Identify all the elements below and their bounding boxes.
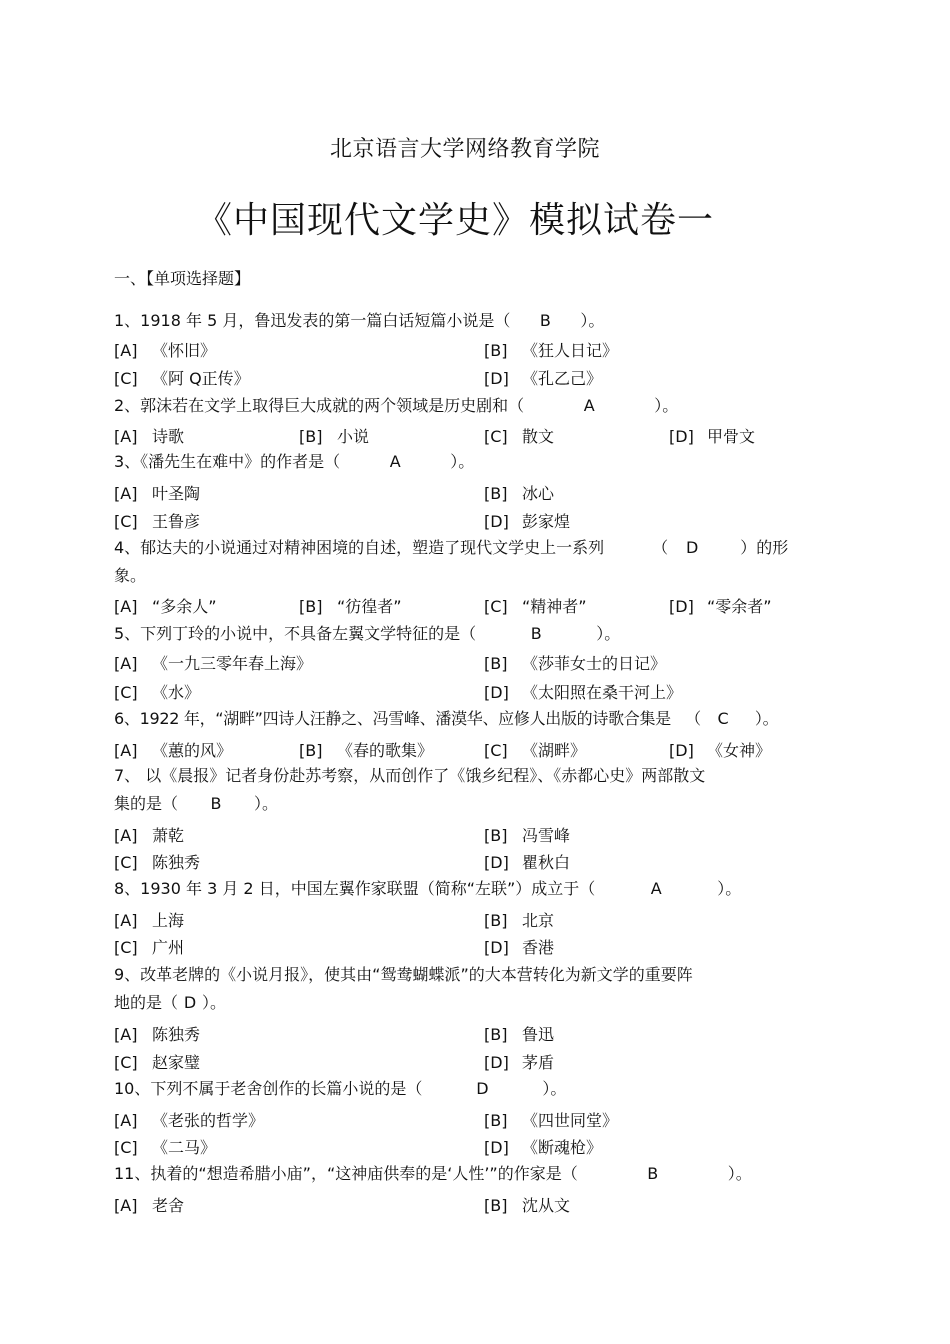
option-label: [B]	[484, 1025, 508, 1044]
option-b	[484, 340, 618, 362]
option-c	[484, 740, 586, 762]
answer: A	[650, 879, 662, 898]
question-2	[114, 392, 844, 420]
question-4: 4、郁达夫的小说通过对精神困境的自述，塑造了现代文学史上一系列 （ D ）的形	[114, 534, 844, 562]
option-label: [A]	[114, 741, 138, 760]
answer: D	[476, 1079, 489, 1098]
option-b	[484, 910, 554, 932]
option-text: 《莎菲女士的日记》	[522, 654, 667, 673]
question-7: 7、 以《晨报》记者身份赴苏考察，从而创作了《饿乡纪程》、《赤都心史》两部散文	[114, 766, 706, 785]
option-text: 《断魂枪》	[522, 1138, 603, 1157]
option-a	[114, 426, 184, 448]
option-b	[484, 1024, 554, 1046]
question-6: 6、1922 年，“湖畔”四诗人汪静之、冯雪峰、潘漠华、应修人出版的诗歌合集是 （ C ）。	[114, 705, 844, 733]
option-label: [B]	[484, 1196, 508, 1215]
option-a	[114, 596, 217, 618]
option-label: [D]	[669, 427, 694, 446]
option-c	[114, 1052, 200, 1074]
option-text: 赵家璧	[152, 1053, 201, 1072]
option-label: [C]	[114, 853, 138, 872]
option-label: [B]	[299, 597, 323, 616]
option-text: 鲁迅	[522, 1025, 555, 1044]
question-text-end: ）。	[542, 1079, 567, 1098]
option-label: [D]	[484, 1138, 509, 1157]
option-c	[114, 368, 250, 390]
question-text-end: ）。	[202, 993, 227, 1012]
option-text: 《湖畔》	[522, 741, 587, 760]
option-label: [B]	[484, 911, 508, 930]
option-b	[299, 426, 369, 448]
option-label: [C]	[114, 369, 138, 388]
option-label: [C]	[114, 938, 138, 957]
option-label: [B]	[484, 341, 508, 360]
question-text: 8、1930 年 3 月 2 日，中国左翼作家联盟（简称“左联”）成立于（	[114, 879, 596, 898]
option-c	[484, 596, 587, 618]
option-label: [C]	[484, 427, 508, 446]
option-b	[484, 825, 570, 847]
option-text: “多余人”	[152, 597, 217, 616]
option-label: [A]	[114, 341, 138, 360]
question-text-end: ）。	[450, 452, 475, 471]
question-9: 9、改革老牌的《小说月报》，使其由“鸳鸯蝴蝶派”的大本营转化为新文学的重要阵	[114, 965, 693, 984]
option-label: [A]	[114, 427, 138, 446]
option-text: 冯雪峰	[522, 826, 571, 845]
option-label: [D]	[484, 1053, 509, 1072]
option-label: [C]	[114, 1053, 138, 1072]
answer: B	[530, 624, 542, 643]
option-text: 王鲁彦	[152, 512, 201, 531]
option-text: 瞿秋白	[522, 853, 571, 872]
option-d	[484, 1137, 602, 1159]
option-label: [B]	[299, 427, 323, 446]
option-text: “彷徨者”	[337, 597, 402, 616]
option-d	[669, 596, 772, 618]
option-label: [D]	[484, 683, 509, 702]
option-text: 冰心	[522, 484, 555, 503]
option-text: 小说	[337, 427, 370, 446]
answer: B	[539, 311, 551, 330]
option-c	[114, 682, 200, 704]
option-text: 沈从文	[522, 1196, 571, 1215]
question-text: 2、郭沫若在文学上取得巨大成就的两个领域是历史剧和（	[114, 396, 525, 415]
question-11	[114, 1160, 844, 1188]
option-text: 香港	[522, 938, 555, 957]
option-text: 散文	[522, 427, 555, 446]
answer: A	[389, 452, 401, 471]
exam-title: 《中国现代文学史》模拟试卷一	[195, 200, 714, 241]
option-label: [D]	[669, 597, 694, 616]
option-text: 《女神》	[707, 741, 772, 760]
option-label: [A]	[114, 597, 138, 616]
option-a	[114, 910, 184, 932]
option-label: [A]	[114, 1025, 138, 1044]
question-text: 10、下列不属于老舍创作的长篇小说的是（	[114, 1079, 423, 1098]
option-text: 《一九三零年春上海》	[152, 654, 313, 673]
option-text: 茅盾	[522, 1053, 555, 1072]
option-text: 甲骨文	[707, 427, 756, 446]
option-d	[484, 368, 602, 390]
option-c	[114, 511, 200, 533]
question-text: 地的是（	[114, 993, 179, 1012]
question-9-line2	[114, 989, 844, 1017]
option-label: [D]	[484, 853, 509, 872]
option-label: [C]	[114, 683, 138, 702]
question-3	[114, 448, 844, 476]
answer: D	[183, 993, 197, 1012]
option-label: [B]	[484, 654, 508, 673]
option-label: [A]	[114, 1196, 138, 1215]
option-text: 广州	[152, 938, 185, 957]
option-d	[669, 426, 755, 448]
question-text: 集的是（	[114, 794, 179, 813]
option-d	[484, 511, 570, 533]
option-text: 彭家煌	[522, 512, 571, 531]
option-d	[484, 937, 554, 959]
option-label: [B]	[484, 484, 508, 503]
option-label: [A]	[114, 1111, 138, 1130]
option-label: [C]	[484, 741, 508, 760]
option-label: [D]	[484, 369, 509, 388]
answer: D	[686, 538, 699, 557]
option-text: “零余者”	[707, 597, 772, 616]
question-text: 4、郁达夫的小说通过对精神困境的自述，塑造了现代文学史上一系列	[114, 538, 605, 557]
option-d	[669, 740, 771, 762]
option-a	[114, 1024, 200, 1046]
option-d	[484, 682, 682, 704]
answer: C	[717, 709, 729, 728]
option-text: 陈独秀	[152, 1025, 201, 1044]
answer: B	[647, 1164, 659, 1183]
option-label: [D]	[484, 938, 509, 957]
question-7-line2	[114, 790, 844, 818]
option-c	[484, 426, 554, 448]
option-text: 《水》	[152, 683, 201, 702]
question-4-line2: 象。	[114, 566, 147, 585]
option-text: 《狂人日记》	[522, 341, 619, 360]
option-b	[299, 740, 433, 762]
option-label: [A]	[114, 484, 138, 503]
option-label: [B]	[299, 741, 323, 760]
section-heading: 一、【单项选择题】	[114, 269, 251, 288]
option-text: 萧乾	[152, 826, 185, 845]
option-text: 北京	[522, 911, 555, 930]
option-text: 《春的歌集》	[337, 741, 434, 760]
option-text: 上海	[152, 911, 185, 930]
option-b	[299, 596, 402, 618]
question-text: 11、执着的“想造希腊小庙”，“这神庙供奉的是‘人性’”的作家是（	[114, 1164, 578, 1183]
option-text: 《太阳照在桑干河上》	[522, 683, 683, 702]
answer: A	[583, 396, 595, 415]
option-text: 《老张的哲学》	[152, 1111, 265, 1130]
option-label: [B]	[484, 826, 508, 845]
question-text: 5、下列丁玲的小说中，不具备左翼文学特征的是（	[114, 624, 477, 643]
option-text: 老舍	[152, 1196, 185, 1215]
question-text: 3、《潘先生在难中》的作者是（	[114, 452, 341, 471]
option-label: [B]	[484, 1111, 508, 1130]
option-c	[114, 937, 184, 959]
option-a	[114, 653, 312, 675]
option-a	[114, 340, 216, 362]
question-text-end: ）的形	[740, 538, 789, 557]
option-text: “精神者”	[522, 597, 587, 616]
question-8	[114, 875, 844, 903]
option-a	[114, 1110, 264, 1132]
option-b	[484, 653, 666, 675]
option-a	[114, 740, 232, 762]
question-text-end: ）。	[654, 396, 679, 415]
institution-name: 北京语言大学网络教育学院	[329, 137, 600, 162]
option-a	[114, 483, 200, 505]
question-text-end: ）。	[717, 879, 742, 898]
option-text: 《怀旧》	[152, 341, 217, 360]
question-text-end: ）。	[596, 624, 621, 643]
option-b	[484, 1110, 618, 1132]
question-text-end: ）。	[754, 709, 779, 728]
question-text: 1、1918 年 5 月，鲁迅发表的第一篇白话短篇小说是（	[114, 311, 511, 330]
question-10	[114, 1075, 844, 1103]
option-text: 《蕙的风》	[152, 741, 233, 760]
option-label: [A]	[114, 654, 138, 673]
option-label: [C]	[114, 512, 138, 531]
option-b	[484, 483, 554, 505]
answer: B	[210, 794, 222, 813]
question-text-end: ）。	[254, 794, 279, 813]
option-a	[114, 1195, 184, 1217]
option-c	[114, 852, 200, 874]
question-text-end: ）。	[580, 311, 605, 330]
option-text: 《阿 Q正传》	[152, 369, 250, 388]
option-text: 诗歌	[152, 427, 185, 446]
option-text: 陈独秀	[152, 853, 201, 872]
question-text-end: ）。	[727, 1164, 752, 1183]
option-text: 《二马》	[152, 1138, 217, 1157]
option-label: [D]	[669, 741, 694, 760]
option-a	[114, 825, 184, 847]
option-text: 《孔乙己》	[522, 369, 603, 388]
option-text: 叶圣陶	[152, 484, 201, 503]
option-d	[484, 1052, 554, 1074]
question-5	[114, 620, 844, 648]
option-label: [A]	[114, 826, 138, 845]
option-d	[484, 852, 570, 874]
option-label: [A]	[114, 911, 138, 930]
option-label: [C]	[484, 597, 508, 616]
option-text: 《四世同堂》	[522, 1111, 619, 1130]
question-1	[114, 307, 844, 335]
option-label: [D]	[484, 512, 509, 531]
option-c	[114, 1137, 216, 1159]
option-b	[484, 1195, 570, 1217]
question-text: 6、1922 年，“湖畔”四诗人汪静之、冯雪峰、潘漠华、应修人出版的诗歌合集是	[114, 709, 671, 728]
option-label: [C]	[114, 1138, 138, 1157]
